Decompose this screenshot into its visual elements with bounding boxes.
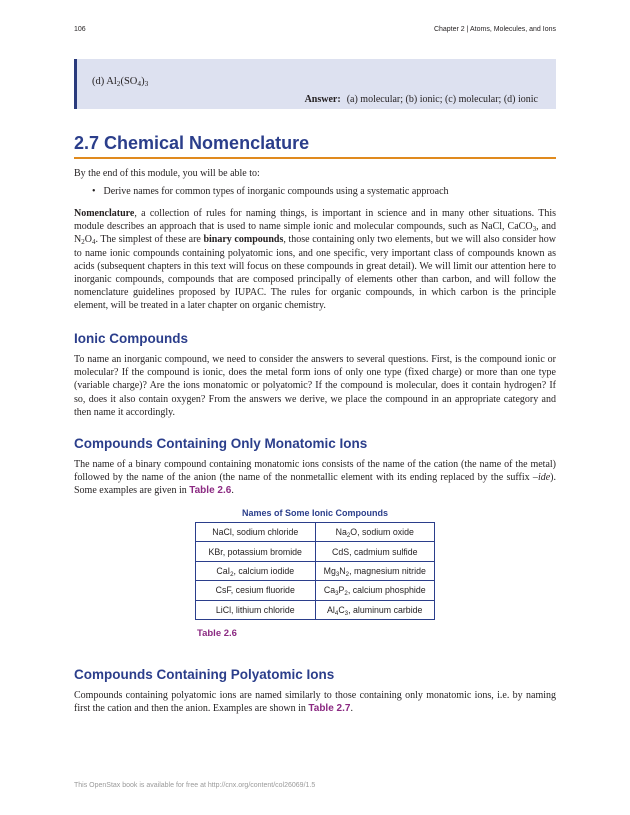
monatomic-paragraph xyxy=(74,458,556,498)
table-cell: $Al_4C_3$, aluminum carbide xyxy=(315,600,435,619)
table-row xyxy=(196,600,435,619)
objective-text: Derive names for common types of inorganic compounds using a systematic approach xyxy=(103,186,449,197)
bullet-dot-icon: • xyxy=(92,186,96,197)
table-row xyxy=(196,542,435,561)
objective-item xyxy=(92,186,449,197)
ionic-names-table xyxy=(195,522,435,620)
table-cell: $Na_2O$, sodium oxide xyxy=(315,523,435,542)
polyatomic-text-1: Compounds containing polyatomic ions are named similarly to those containing only monatomic ions, i.e. by naming first the cation and then the anion. Examples are shown in xyxy=(74,690,556,715)
nomenclature-text-1: , a collection of rules for naming things, is important in science and in many other situations. This module describes an approach that is used to name simple ionic and molecular compounds, such as NaCl, CaCO$_3$, and $N_2O_4$. The simplest of these are xyxy=(74,208,556,247)
answer-line xyxy=(305,94,538,105)
heading-polyatomic: Compounds Containing Polyatomic Ions xyxy=(74,667,335,682)
heading-monatomic: Compounds Containing Only Monatomic Ions xyxy=(74,436,368,451)
answer-label: Answer: xyxy=(304,94,341,105)
suffix-ide: ide xyxy=(537,472,551,484)
table-cell: CaI$_2$, calcium iodide xyxy=(196,561,316,580)
term-binary-compounds: binary compounds xyxy=(203,234,284,246)
table-2-7-link[interactable]: Table 2.7 xyxy=(308,703,351,715)
chapter-header: Chapter 2 | Atoms, Molecules, and Ions xyxy=(433,26,556,33)
table-cell: KBr, potassium bromide xyxy=(196,542,316,561)
table-row xyxy=(196,561,435,580)
table-caption: Table 2.6 xyxy=(197,628,237,639)
nomenclature-paragraph xyxy=(74,207,556,313)
term-nomenclature: Nomenclature xyxy=(74,208,135,219)
table-cell: CsF, cesium fluoride xyxy=(196,581,316,600)
title-rule xyxy=(74,157,556,159)
heading-ionic-compounds: Ionic Compounds xyxy=(74,331,188,346)
answer-question: (d) $Al_2(SO_4)_3$ xyxy=(92,76,149,88)
monatomic-text-3: . xyxy=(231,485,234,497)
table-cell: $Ca_3P_2$, calcium phosphide xyxy=(315,581,435,600)
nomenclature-text-2: , those containing only two elements, but we will also consider how to name ionic compounds containing polyatomic ions, and one specific, very important class of compounds known as acids (subsequent chapters in this text will focus on these compounds in great detail). We will limit our attention here to inorganic compounds, compounds that are composed principally of elements other than carbon, and will follow the nomenclature guidelines proposed by IUPAC. The rules for organic compounds, in which carbon is the principle element, will be treated in a later chapter on organic chemistry. xyxy=(74,234,556,312)
page-number: 106 xyxy=(74,26,86,33)
section-title: 2.7 Chemical Nomenclature xyxy=(74,133,310,153)
table-cell: LiCl, lithium chloride xyxy=(196,600,316,619)
table-row xyxy=(196,581,435,600)
objectives-intro: By the end of this module, you will be able to: xyxy=(74,168,260,179)
monatomic-text-2: ). Some examples are given in xyxy=(74,472,556,497)
monatomic-text-1: The name of a binary compound containing monatomic ions consists of the name of the cation (the name of the metal) followed by the name of the anion (the name of the nonmetallic element with its ending replaced by the suffix – xyxy=(74,459,556,484)
ionic-paragraph: To name an inorganic compound, we need to consider the answers to several questions. First, is the compound ionic or molecular? If the compound is ionic, does the metal form ions of only one type (fixed charge) or more than one type (variable charge)? Are the ions monatomic or polyatomic? If the compound is molecular, does it contain hydrogen? If so, does it also contain oxygen? From the answers we derive, we place the compound in an appropriate category and then name it accordingly. xyxy=(74,354,556,418)
table-cell: NaCl, sodium chloride xyxy=(196,523,316,542)
footer-note: This OpenStax book is available for free at http://cnx.org/content/col26069/1.5 xyxy=(74,782,316,789)
table-title: Names of Some Ionic Compounds xyxy=(241,508,389,518)
answer-text: (a) molecular; (b) ionic; (c) molecular; (d) ionic xyxy=(346,94,538,105)
table-row xyxy=(196,523,435,542)
table-cell: CdS, cadmium sulfide xyxy=(315,542,435,561)
polyatomic-text-2: . xyxy=(350,703,353,715)
table-2-6-link[interactable]: Table 2.6 xyxy=(189,485,232,497)
table-cell: $Mg_3N_2$, magnesium nitride xyxy=(315,561,435,580)
polyatomic-paragraph xyxy=(74,689,556,715)
